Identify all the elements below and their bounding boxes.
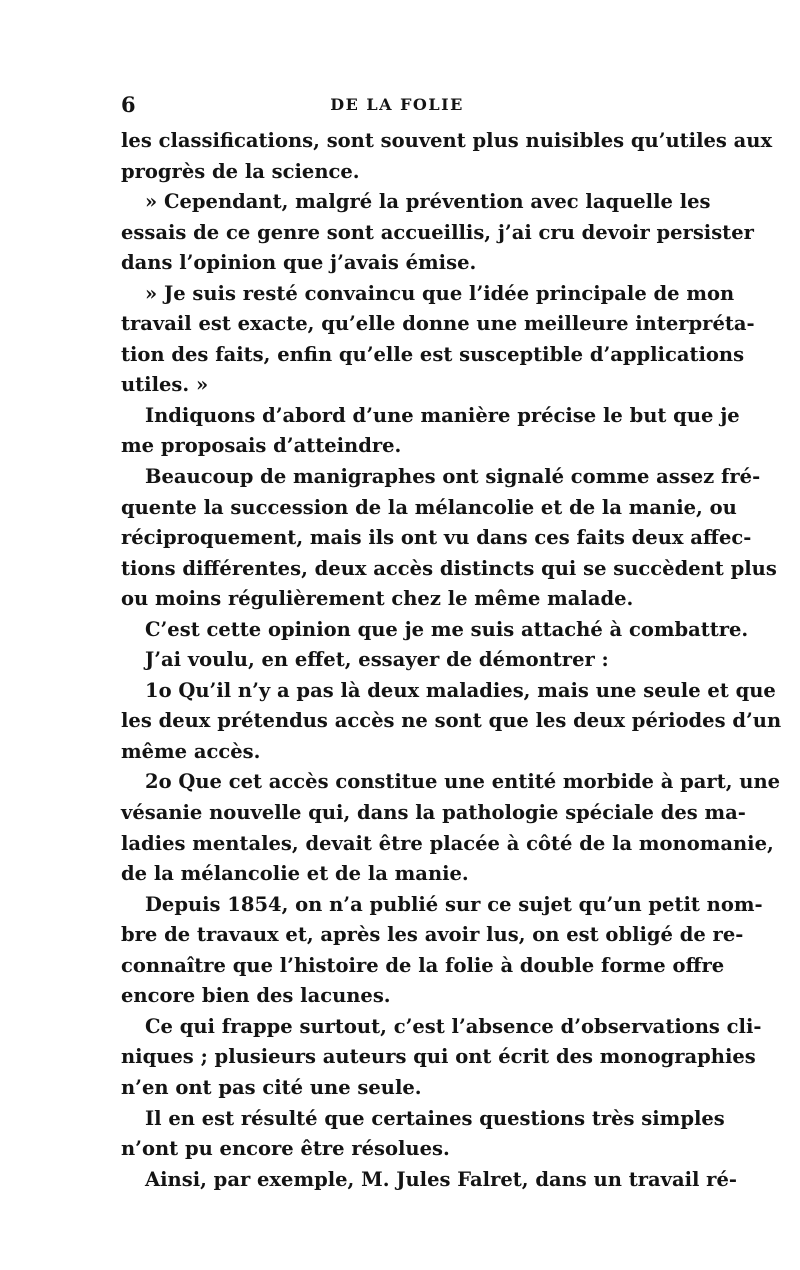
text-line: » Je suis resté convaincu que l’idée principale de mon: [145, 281, 735, 305]
text-line: progrès de la science.: [121, 159, 360, 183]
text-line: C’est cette opinion que je me suis attaché à combattre.: [145, 617, 749, 641]
text-line: 2o Que cet accès constitue une entité morbide à part, une: [145, 770, 781, 794]
text-line: connaître que l’histoire de la folie à double forme offre: [121, 953, 725, 977]
text-line: de la mélancolie et de la manie.: [121, 862, 469, 886]
text-line: Depuis 1854, on n’a publié sur ce sujet qu’un petit nom-: [145, 892, 763, 916]
text-line: Ce qui frappe surtout, c’est l’absence d’observations cli-: [145, 1014, 762, 1038]
text-line: quente la succession de la mélancolie et de la manie, ou: [121, 495, 737, 519]
text-line: Il en est résulté que certaines questions très simples: [145, 1106, 725, 1130]
text-line: Ainsi, par exemple, M. Jules Falret, dans un travail ré-: [145, 1167, 737, 1191]
text-line: niques ; plusieurs auteurs qui ont écrit des monographies: [121, 1045, 756, 1069]
text-line: Beaucoup de manigraphes ont signalé comme assez fré-: [145, 465, 761, 489]
running-title: DE LA FOLIE: [330, 95, 464, 114]
page-number: 6: [121, 92, 136, 117]
text-line: tion des faits, enfin qu’elle est susceptible d’applications: [121, 342, 745, 366]
text-line: encore bien des lacunes.: [121, 984, 391, 1008]
text-line: réciproquement, mais ils ont vu dans ces faits deux affec-: [121, 526, 752, 550]
text-line: Indiquons d’abord d’une manière précise le but que je: [145, 403, 740, 427]
text-line: n’ont pu encore être résolues.: [121, 1137, 450, 1161]
text-line: ou moins régulièrement chez le même malade.: [121, 587, 634, 611]
text-line: 1o Qu’il n’y a pas là deux maladies, mais une seule et que: [145, 678, 776, 702]
text-line: dans l’opinion que j’avais émise.: [121, 251, 477, 275]
text-line: J’ai voulu, en effet, essayer de démontrer :: [145, 648, 609, 672]
text-line: les deux prétendus accès ne sont que les deux périodes d’un: [121, 709, 782, 733]
text-line: me proposais d’atteindre.: [121, 434, 402, 458]
body-text: [121, 126, 782, 1195]
text-line: essais de ce genre sont accueillis, j’ai cru devoir persister: [121, 220, 754, 244]
running-head: [121, 92, 673, 118]
text-line: vésanie nouvelle qui, dans la pathologie spéciale des ma-: [121, 801, 746, 825]
text-line: tions différentes, deux accès distincts qui se succèdent plus: [121, 556, 777, 580]
text-line: même accès.: [121, 739, 261, 763]
text-line: utiles. »: [121, 373, 209, 397]
text-line: travail est exacte, qu’elle donne une meilleure interpréta-: [121, 312, 755, 336]
text-line: les classifications, sont souvent plus nuisibles qu’utiles aux: [121, 129, 773, 152]
text-line: ladies mentales, devait être placée à côté de la monomanie,: [121, 831, 774, 855]
text-line: n’en ont pas cité une seule.: [121, 1075, 422, 1099]
text-line: bre de travaux et, après les avoir lus, on est obligé de re-: [121, 923, 744, 947]
text-line: » Cependant, malgré la prévention avec laquelle les: [145, 190, 711, 214]
